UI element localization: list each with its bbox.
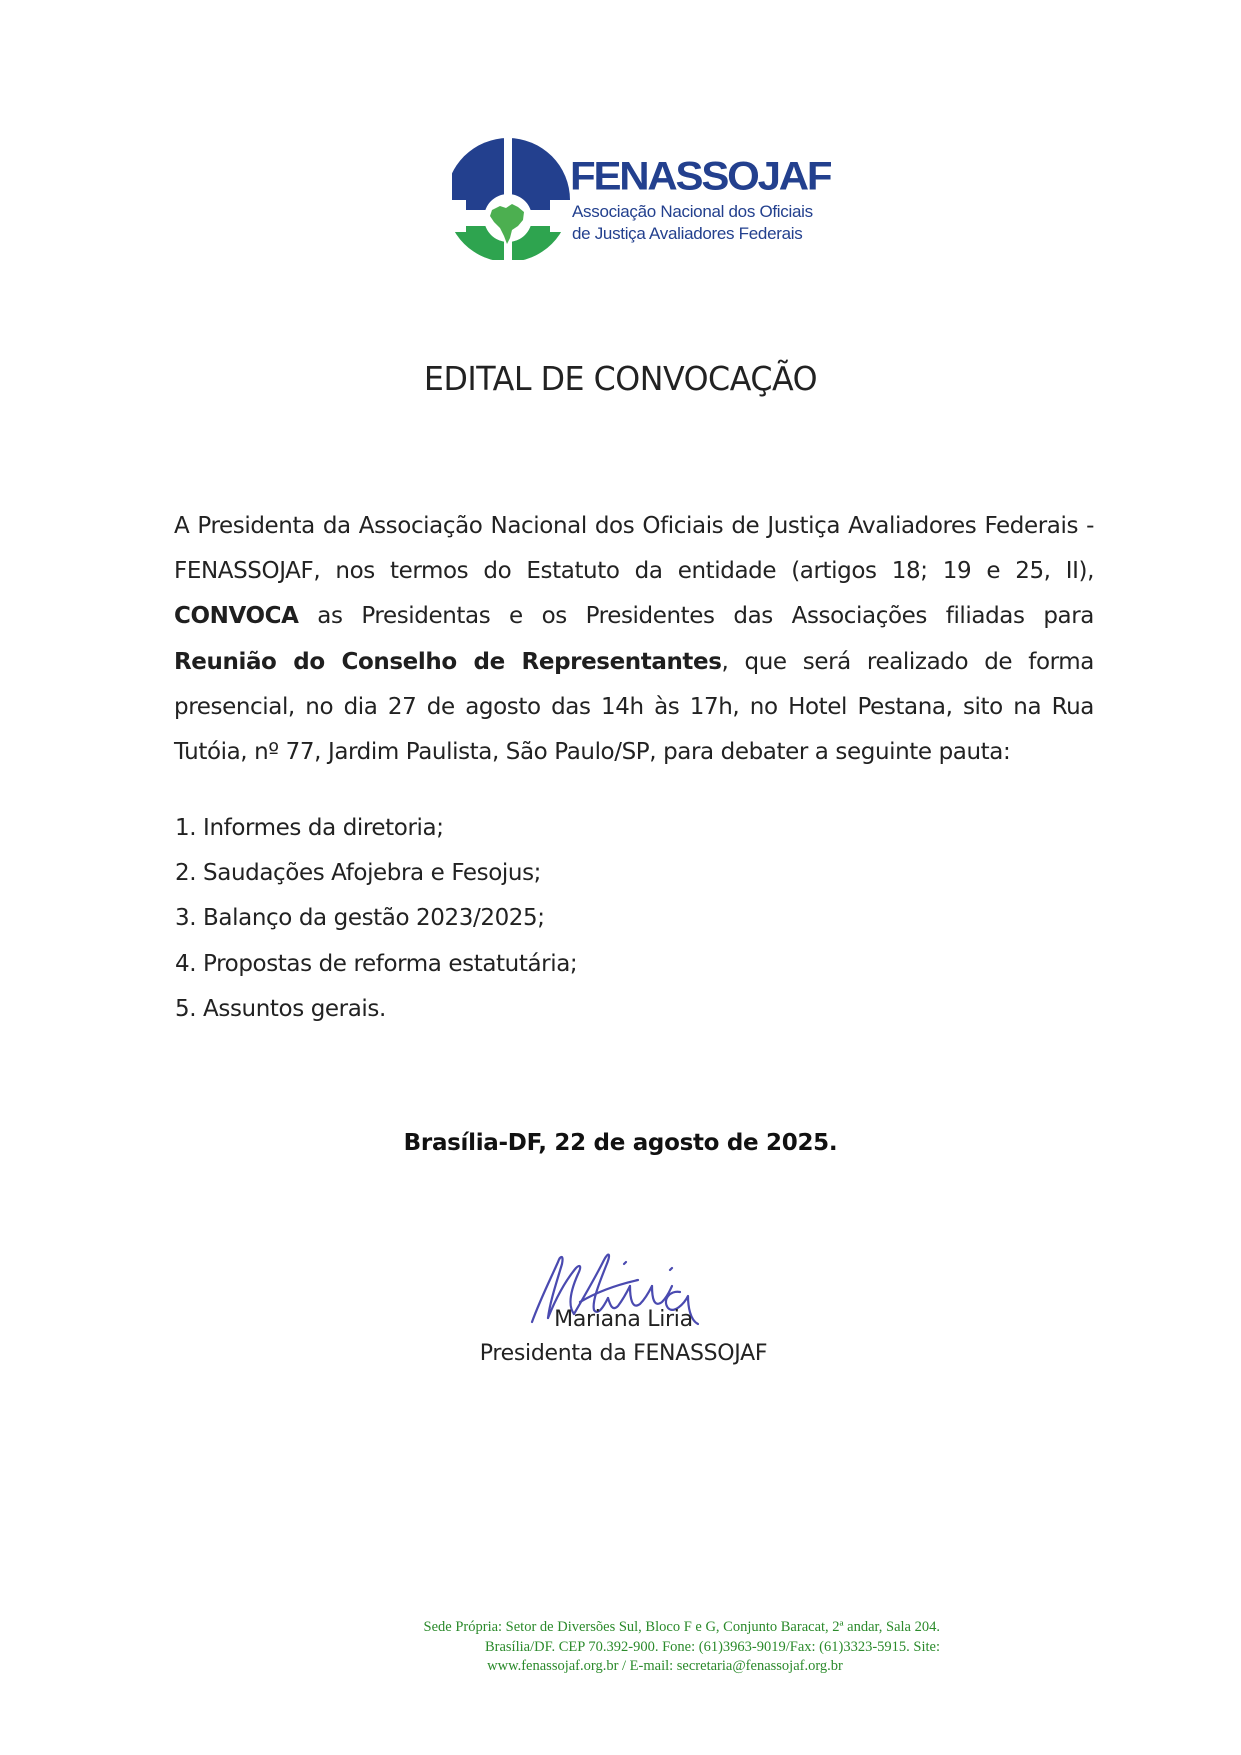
agenda-item: 4. Propostas de reforma estatutária; — [175, 950, 578, 977]
body-bold-meeting-name: Reunião do Conselho de Representantes — [174, 648, 722, 675]
agenda-item: 5. Assuntos gerais. — [175, 995, 386, 1022]
date-line: Brasília-DF, 22 de agosto de 2025. — [403, 1130, 838, 1156]
signer-name: Mariana Liria — [554, 1307, 693, 1332]
logo-subtitle-line1: Associação Nacional dos Oficiais — [572, 202, 813, 221]
body-text-part1: A Presidenta da Associação Nacional dos Oficiais de Justiça Avaliadores Federais - FENASSOJAF, nos termos do Estatuto da entidade (artigos 18; 19 e 25, II), — [174, 513, 1094, 585]
document-title: EDITAL DE CONVOCAÇÃO — [423, 359, 818, 398]
footer-address — [300, 1618, 940, 1677]
body-text-part2: as Presidentas e os Presidentes das Associações filiadas para — [298, 603, 1094, 630]
convocation-paragraph — [174, 504, 1094, 775]
body-text-part3: , que será realizado de forma presencial, no dia 27 de agosto das 14h às 17h, no Hotel Pestana, sito na Rua Tutóia, nº 77, Jardim Paulista, São Paulo/SP, para debater a seguinte pauta: — [174, 648, 1094, 766]
footer-contact-line: Brasília/DF. CEP 70.392-900. Fone: (61)3963-9019/Fax: (61)3323-5915. Site: — [484, 1638, 940, 1655]
logo-wordmark: FENASSOJAF — [570, 153, 831, 198]
fenassojaf-emblem-icon — [452, 136, 578, 266]
logo-subtitle-line2: de Justiça Avaliadores Federais — [572, 224, 803, 243]
footer-web-email-line[interactable]: www.fenassojaf.org.br / E-mail: secretaria@fenassojaf.org.br — [487, 1658, 843, 1674]
signer-role: Presidenta da FENASSOJAF — [479, 1341, 768, 1366]
agenda-list — [175, 806, 577, 1032]
body-bold-convoca: CONVOCA — [174, 603, 299, 630]
agenda-item: 2. Saudações Afojebra e Fesojus; — [175, 860, 542, 887]
organization-logo — [440, 130, 831, 275]
footer-address-line: Sede Própria: Setor de Diversões Sul, Bloco F e G, Conjunto Baracat, 2ª andar, Sala 204. — [423, 1619, 940, 1635]
agenda-item: 3. Balanço da gestão 2023/2025; — [175, 905, 545, 932]
agenda-item: 1. Informes da diretoria; — [175, 815, 444, 841]
